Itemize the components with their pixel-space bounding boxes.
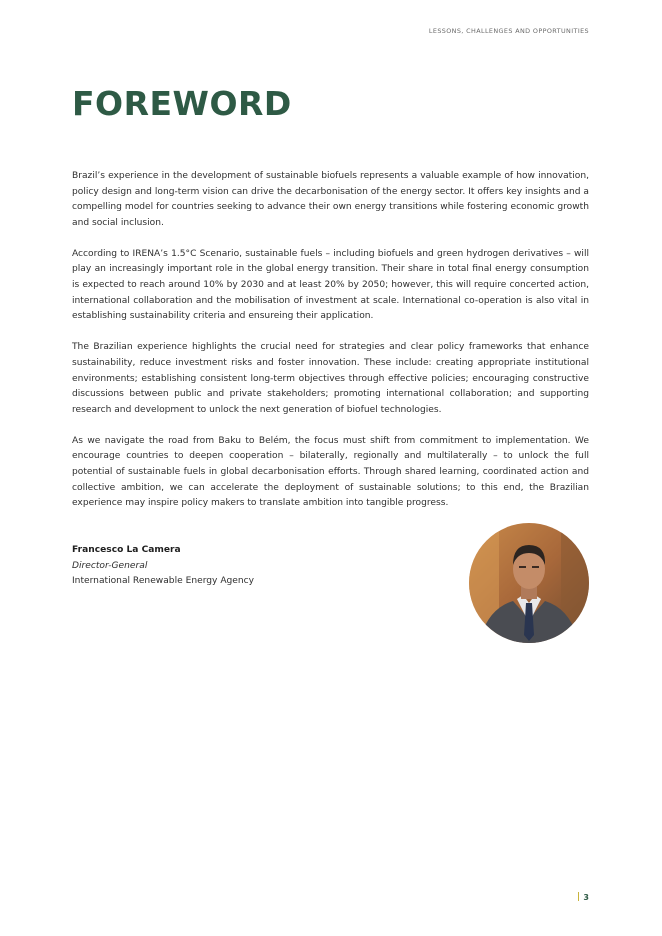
paragraph: Brazil’s experience in the development of sustainable biofuels represents a valuable example of how innovation, policy design and long-term vision can drive the decarbonisation of the energy sector. It offers key insights and a compelling model for countries seeking to advance their own energy transitions while fostering economic growth and social inclusion. bbox=[72, 171, 589, 228]
page-number-value: 3 bbox=[583, 893, 589, 902]
page-number bbox=[578, 892, 589, 902]
paragraph: The Brazilian experience highlights the crucial need for strategies and clear policy frameworks that enhance sustainability, reduce investment risks and foster innovation. These include: creating appropriate institutional environments; establishing consistent long-term objectives through effective policies; encouraging constructive discussions between public and private stakeholders; promoting international collaboration; and supporting research and development to unlock the next generation of biofuel technologies. bbox=[72, 342, 589, 415]
portrait-illustration bbox=[469, 523, 589, 643]
page-title: FOREWORD bbox=[72, 84, 292, 123]
running-header: LESSONS, CHALLENGES AND OPPORTUNITIES bbox=[428, 27, 589, 35]
paragraph: According to IRENA’s 1.5°C Scenario, sustainable fuels – including biofuels and green hydrogen derivatives – will play an increasingly important role in the global energy transition. Their share in total final energy consumption is expected to reach around 10% by 2030 and at least 20% by 2050; however, this will require concerted action, international collaboration and the mobilisation of investment at scale. International co-operation is also vital in establishing sustainability criteria and ensureing their application. bbox=[72, 248, 589, 322]
paragraph: As we navigate the road from Baku to Belém, the focus must shift from commitment to implementation. We encourage countries to deepen cooperation – bilaterally, regionally and multilaterally – to unlock the full potential of sustainable fuels in global decarbonisation efforts. Through shared learning, coordinated action and collective ambition, we can accelerate the deployment of sustainable solutions; to this end, the Brazilian experience may inspire policy makers to translate ambition into tangible progress. bbox=[72, 435, 589, 509]
signature-block bbox=[72, 543, 254, 590]
signatory-name: Francesco La Camera bbox=[72, 545, 181, 555]
foreword-body bbox=[72, 169, 589, 527]
signatory-organization: International Renewable Energy Agency bbox=[72, 576, 255, 587]
signatory-role: Director-General bbox=[72, 560, 148, 571]
page-number-divider bbox=[578, 892, 579, 901]
portrait-photo bbox=[469, 523, 589, 643]
